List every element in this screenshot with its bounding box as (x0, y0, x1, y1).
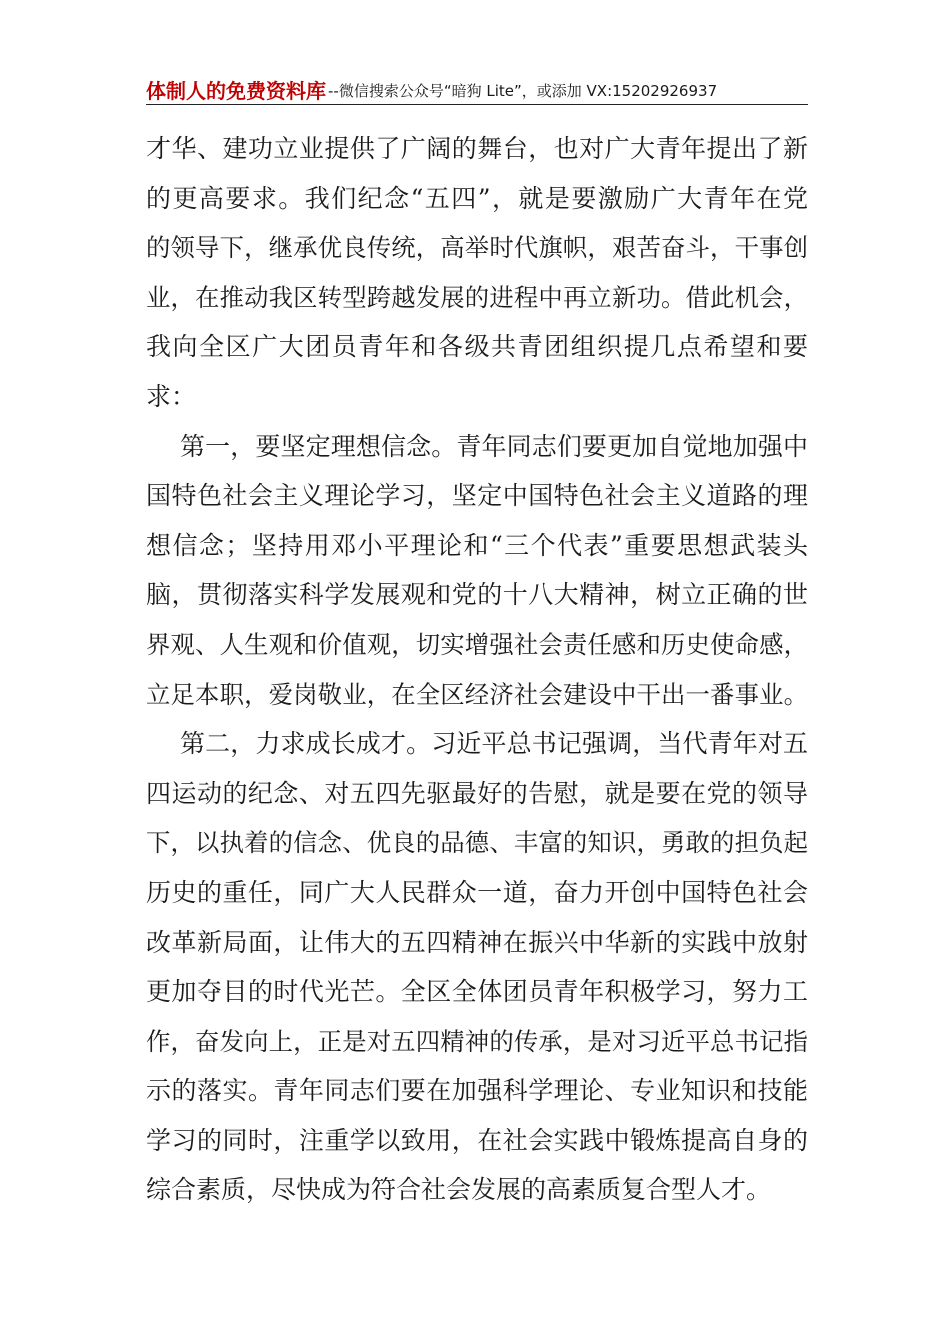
text-line: 的更高要求。我们纪念“五四”，就是要激励广大青年在党 (146, 183, 808, 213)
header-brand: 体制人的免费资料库 (146, 79, 326, 103)
text-line: 下，以执着的信念、优良的品德、丰富的知识，勇敢的担负起 (146, 828, 808, 858)
text-line: 才华、建功立业提供了广阔的舞台，也对广大青年提出了新 (146, 134, 808, 163)
text-line: 的领导下，继承优良传统，高举时代旗帜，艰苦奋斗，干事创 (146, 233, 808, 263)
text-line: 脑，贯彻落实科学发展观和党的十八大精神，树立正确的世 (146, 580, 808, 610)
document-body (146, 124, 808, 1215)
text-line: 想信念；坚持用邓小平理论和“三个代表”重要思想武装头 (146, 530, 808, 560)
text-line: 综合素质，尽快成为符合社会发展的高素质复合型人才。 (146, 1175, 772, 1205)
text-line: 更加夺目的时代光芒。全区全体团员青年积极学习，努力工 (146, 977, 808, 1007)
page-header (146, 74, 808, 105)
text-line: 我向全区广大团员青年和各级共青团组织提几点希望和要 (146, 332, 808, 362)
text-line: 第一，要坚定理想信念。青年同志们要更加自觉地加强中 (180, 431, 808, 461)
text-line: 界观、人生观和价值观，切实增强社会责任感和历史使命感， (146, 629, 808, 659)
text-line: 立足本职，爱岗敬业，在全区经济社会建设中干出一番事业。 (146, 679, 808, 709)
text-line: 业，在推动我区转型跨越发展的进程中再立新功。借此机会， (146, 282, 808, 312)
text-line: 国特色社会主义理论学习，坚定中国特色社会主义道路的理 (146, 481, 808, 511)
text-line: 四运动的纪念、对五四先驱最好的告慰，就是要在党的领导 (146, 778, 808, 808)
text-line: 学习的同时，注重学以致用，在社会实践中锻炼提高自身的 (146, 1125, 808, 1155)
text-line: 示的落实。青年同志们要在加强科学理论、专业知识和技能 (146, 1076, 808, 1106)
header-note: --微信搜索公众号“暗狗 Lite”，或添加 VX:15202926937 (328, 82, 718, 100)
text-line: 第二，力求成长成才。习近平总书记强调，当代青年对五 (180, 729, 808, 759)
text-line: 作，奋发向上，正是对五四精神的传承，是对习近平总书记指 (146, 1026, 808, 1056)
text-line: 改革新局面，让伟大的五四精神在振兴中华新的实践中放射 (146, 927, 808, 957)
text-line: 求： (146, 381, 197, 411)
text-line: 历史的重任，同广大人民群众一道，奋力开创中国特色社会 (146, 877, 808, 907)
